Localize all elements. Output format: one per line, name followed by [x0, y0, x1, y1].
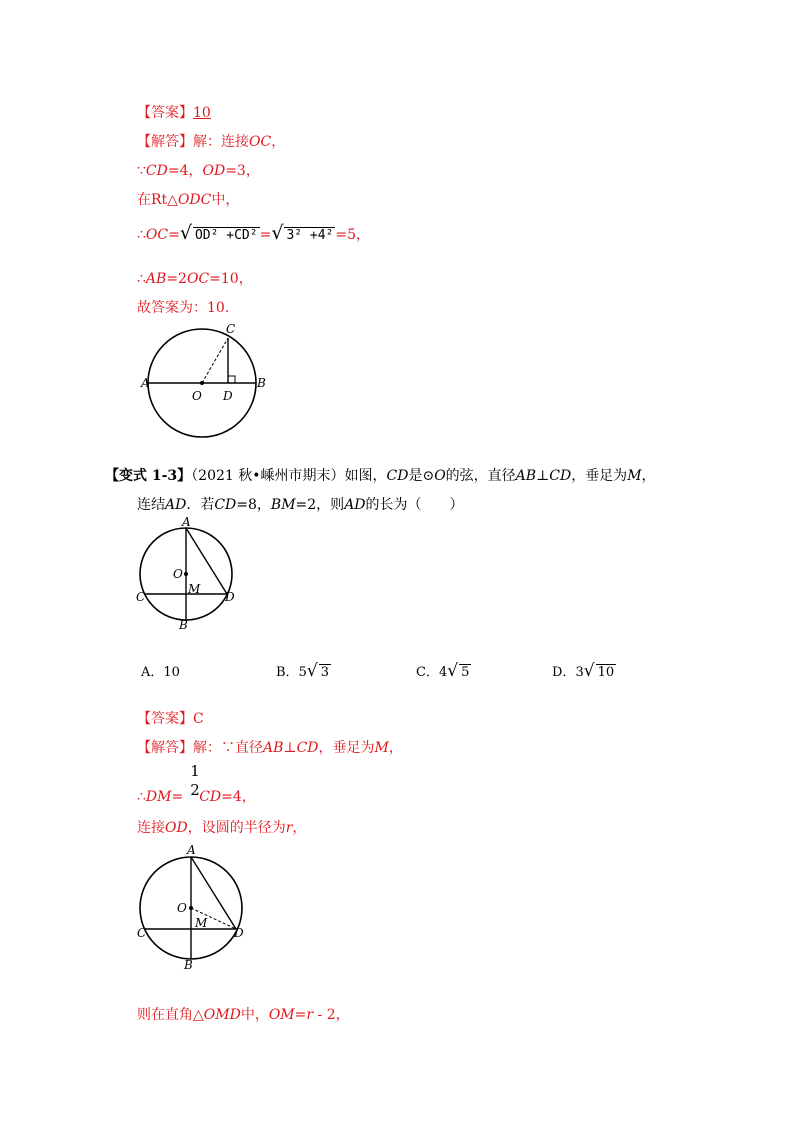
- problem-line-2: [137, 494, 464, 514]
- point-m: M: [627, 468, 642, 484]
- segment-cd-3: CD: [214, 497, 237, 513]
- solution-intro: 解：连接: [193, 134, 249, 150]
- connect-text: 连接: [137, 820, 165, 836]
- option-value: 10: [163, 665, 180, 680]
- label-d: D: [223, 389, 233, 403]
- equals: =: [171, 789, 184, 805]
- equals-2: =: [259, 227, 272, 243]
- label-o: O: [173, 567, 183, 581]
- sqrt-expression-2: √ 3² +4²: [271, 222, 334, 244]
- segment-bm: BM: [270, 497, 296, 513]
- perp-symbol: ⊥: [536, 468, 550, 484]
- segment-cd-2: CD: [199, 789, 222, 805]
- ab-eq: =2: [166, 271, 187, 287]
- variable-r: r: [285, 820, 293, 836]
- connect-line: [137, 817, 306, 837]
- solution-tag: 【解答】: [137, 134, 193, 150]
- om-line: [137, 1004, 350, 1024]
- therefore-symbol: ∴: [137, 789, 146, 805]
- problem-text-3: 的弦，直径: [445, 468, 516, 484]
- final-answer-line: 故答案为：10.: [137, 300, 230, 316]
- od-value: =3，: [225, 163, 260, 179]
- in-rt-text: 在Rt△: [137, 192, 178, 208]
- punct: ，: [292, 820, 307, 836]
- triangle-line: [137, 189, 239, 209]
- point-m: M: [374, 740, 389, 756]
- cd-value: =4，: [167, 163, 203, 179]
- mid-text: 中，: [211, 192, 240, 208]
- segment-od: OD: [202, 163, 226, 179]
- option-coef: 3: [575, 665, 584, 680]
- answer-tag: 【答案】: [137, 105, 193, 121]
- minus-two: - 2，: [313, 1007, 350, 1023]
- solution-text-2: ，垂足为: [318, 740, 375, 756]
- problem-text-2: 是⊙: [408, 468, 435, 484]
- problem-line2-b: ．若: [186, 497, 215, 513]
- option-radicand: 5: [461, 665, 470, 680]
- punct: ，: [388, 740, 403, 756]
- option-letter: D．: [552, 665, 576, 680]
- problem-line2-c: =8，: [236, 497, 271, 513]
- problem-text-4: ，垂足为: [571, 468, 628, 484]
- triangle-omd: OMD: [203, 1007, 241, 1023]
- segment-om: OM: [268, 1007, 295, 1023]
- radicand-2: 3² +4²: [286, 228, 334, 243]
- label-o: O: [177, 901, 187, 915]
- option-c[interactable]: C．4√ 5: [416, 661, 470, 681]
- given-line: [137, 160, 260, 180]
- answer-line-2: [137, 708, 204, 728]
- problem-line2-a: 连结: [137, 497, 165, 513]
- point-o: O: [434, 468, 446, 484]
- fraction-denominator: 2: [190, 781, 200, 799]
- cd-value: =4，: [221, 789, 256, 805]
- result-5: =5，: [335, 227, 371, 243]
- therefore-symbol-2: ∴: [137, 271, 146, 287]
- option-letter: C．: [416, 665, 439, 680]
- label-c: C: [226, 322, 236, 336]
- punct: ，: [641, 468, 656, 484]
- segment-ab: AB: [145, 271, 167, 287]
- label-b: B: [257, 376, 266, 390]
- solution-intro: 解：∵直径: [193, 740, 263, 756]
- label-c: C: [136, 590, 146, 604]
- fraction-numerator: 1: [190, 762, 200, 780]
- segment-cd: CD: [145, 163, 168, 179]
- mid-text: 中，: [240, 1007, 269, 1023]
- problem-tag: 【变式 1-3】: [105, 468, 192, 484]
- option-letter: B．: [276, 665, 299, 680]
- segment-cd: CD: [296, 740, 319, 756]
- segment-ab: AB: [263, 740, 284, 756]
- label-a: A: [187, 843, 196, 857]
- segment-oc-2: OC: [145, 227, 169, 243]
- label-c: C: [137, 926, 147, 940]
- solution-line-2: [137, 737, 403, 757]
- solution-tag: 【解答】: [137, 740, 193, 756]
- problem-line2-d: =2，则: [295, 497, 345, 513]
- perp-symbol: ⊥: [283, 740, 297, 756]
- punct: ，: [271, 134, 286, 150]
- option-coef: 5: [298, 665, 307, 680]
- variable-r: r: [306, 1007, 314, 1023]
- equals: =: [168, 227, 180, 243]
- answer-line-1: [137, 102, 211, 122]
- option-a[interactable]: [141, 661, 180, 680]
- sqrt-expression-1: √ OD² +CD²: [179, 222, 258, 244]
- label-a: A: [182, 515, 191, 529]
- segment-cd-2: CD: [549, 468, 572, 484]
- option-radicand: 10: [597, 665, 615, 680]
- segment-dm: DM: [145, 789, 172, 805]
- answer-tag: 【答案】: [137, 711, 193, 727]
- segment-od: OD: [165, 820, 188, 836]
- problem-line-1: [105, 465, 656, 485]
- segment-cd: CD: [386, 468, 409, 484]
- therefore-symbol: ∴: [137, 227, 146, 243]
- label-o: O: [192, 389, 202, 403]
- problem-line2-e: 的长为（ ）: [365, 497, 464, 513]
- option-d[interactable]: D．3√ 10: [552, 661, 615, 681]
- oc-calc-line: [137, 222, 370, 244]
- problem-text-1: （2021 秋•嵊州市期末）如图，: [191, 468, 387, 484]
- radius-text: ，设圆的半径为: [187, 820, 286, 836]
- triangle-odc: ODC: [177, 192, 212, 208]
- segment-oc: OC: [249, 134, 272, 150]
- because-symbol: ∵: [137, 163, 146, 179]
- segment-oc-3: OC: [186, 271, 210, 287]
- figure-circle-ocd: [135, 318, 275, 443]
- answer-value: C: [193, 711, 204, 727]
- solution-line-1: [137, 131, 285, 151]
- label-b: B: [184, 958, 193, 970]
- segment-ab: AB: [515, 468, 537, 484]
- label-d: D: [225, 590, 235, 604]
- option-coef: 4: [438, 665, 448, 680]
- label-a: A: [141, 376, 150, 390]
- label-m: M: [195, 916, 208, 930]
- option-radicand: 3: [320, 665, 329, 680]
- ab-line: [137, 268, 253, 288]
- segment-ad: AD: [165, 497, 187, 513]
- segment-ad-2: AD: [344, 497, 366, 513]
- label-d: D: [234, 926, 244, 940]
- label-m: M: [188, 582, 201, 596]
- option-b[interactable]: B．5√ 3: [276, 661, 329, 681]
- answer-value: 10: [193, 105, 211, 121]
- ab-value: =10，: [209, 271, 253, 287]
- then-text: 则在直角△: [137, 1007, 204, 1023]
- radicand-1: OD² +CD²: [194, 228, 258, 243]
- figure-circle-solution: [130, 838, 258, 970]
- option-letter: A．: [141, 665, 164, 680]
- label-b: B: [179, 618, 188, 632]
- dm-line: [137, 786, 256, 806]
- equals: =: [294, 1007, 307, 1023]
- figure-circle-problem: [130, 512, 250, 634]
